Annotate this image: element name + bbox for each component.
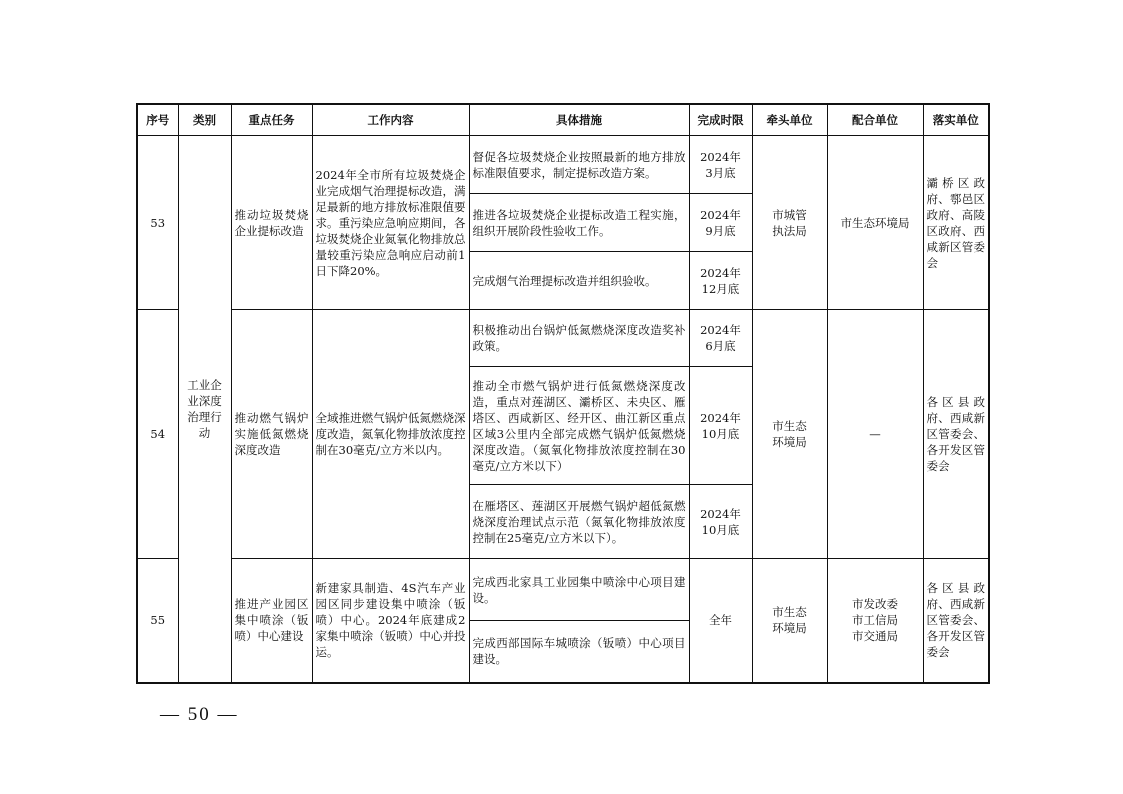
header-impl: 落实单位 — [923, 104, 989, 136]
content-cell: 2024年全市所有垃圾焚烧企业完成烟气治理提标改造，满足最新的地方排放标准限值要求。重污染应急响应期间，各垃圾焚烧企业氮氧化物排放总量较重污染应急响应启动前1日下降20%。 — [312, 136, 469, 310]
measure-cell: 积极推动出台锅炉低氮燃烧深度改造奖补政策。 — [469, 310, 689, 367]
deadline-year: 2024年 — [700, 207, 741, 222]
coop-cell — [827, 559, 923, 683]
lead-cell — [752, 559, 827, 683]
lead-text: 市生态环境局 — [772, 419, 807, 449]
deadline-cell — [689, 485, 752, 559]
coop-line: 市发改委 — [852, 597, 898, 612]
deadline-month: 12月底 — [701, 281, 740, 296]
lead-text: 市城管执法局 — [772, 207, 807, 238]
table-row — [137, 559, 989, 621]
impl-cell: 各区县政府、西咸新区管委会、各开发区管委会 — [923, 559, 989, 683]
lead-cell — [752, 136, 827, 310]
header-lead: 牵头单位 — [752, 104, 827, 136]
lead-cell — [752, 310, 827, 559]
category-text: 工业企业深度治理行动 — [187, 377, 222, 440]
deadline-cell — [689, 252, 752, 310]
deadline-month: 9月底 — [705, 223, 736, 238]
measure-cell: 在雁塔区、莲湖区开展燃气锅炉超低氮燃烧深度治理试点示范（氮氧化物排放浓度控制在25毫克/立方米以下）。 — [469, 485, 689, 559]
deadline-cell — [689, 136, 752, 194]
row-number: 54 — [137, 310, 178, 559]
task-cell: 推进产业园区集中喷涂（钣喷）中心建设 — [231, 559, 312, 683]
measure-cell: 推动全市燃气锅炉进行低氮燃烧深度改造，重点对莲湖区、灞桥区、未央区、雁塔区、西咸新区、经开区、曲江新区重点区域3公里内全部完成燃气锅炉低氮燃烧深度改造。（氮氧化物排放浓度控制在30毫克/立方米以下） — [469, 367, 689, 485]
deadline-year: 2024年 — [700, 149, 741, 164]
coop-line: 市交通局 — [852, 629, 898, 644]
task-cell: 推动燃气锅炉实施低氮燃烧深度改造 — [231, 310, 312, 559]
row-number: 55 — [137, 559, 178, 683]
deadline-year: 2024年 — [700, 410, 741, 425]
content-cell: 新建家具制造、4S汽车产业园区同步建设集中喷涂（钣喷）中心。2024年底建成2家集中喷涂（钣喷）中心并投运。 — [312, 559, 469, 683]
task-cell: 推动垃圾焚烧企业提标改造 — [231, 136, 312, 310]
deadline-month: 10月底 — [701, 426, 740, 441]
coop-cell: 市生态环境局 — [827, 136, 923, 310]
task-table — [136, 103, 990, 684]
deadline-cell: 全年 — [689, 559, 752, 683]
impl-cell: 灞桥区政府、鄠邑区政府、高陵区政府、西咸新区管委会 — [923, 136, 989, 310]
measure-cell: 完成烟气治理提标改造并组织验收。 — [469, 252, 689, 310]
header-category: 类别 — [178, 104, 231, 136]
deadline-month: 6月底 — [705, 339, 736, 353]
coop-line: 市工信局 — [852, 613, 898, 628]
deadline-cell — [689, 194, 752, 252]
deadline-month: 3月底 — [705, 165, 736, 180]
header-task: 重点任务 — [231, 104, 312, 136]
deadline-year: 2024年 — [700, 323, 741, 337]
header-no: 序号 — [137, 104, 178, 136]
deadline-month: 10月底 — [701, 522, 740, 537]
measure-cell: 完成西部国际车城喷涂（钣喷）中心项目建设。 — [469, 621, 689, 683]
row-number: 53 — [137, 136, 178, 310]
header-measures: 具体措施 — [469, 104, 689, 136]
measure-cell: 推进各垃圾焚烧企业提标改造工程实施，组织开展阶段性验收工作。 — [469, 194, 689, 252]
table-row — [137, 136, 989, 194]
table-row — [137, 310, 989, 367]
coop-cell: — — [827, 310, 923, 559]
header-row — [137, 104, 989, 136]
deadline-cell — [689, 310, 752, 367]
measure-cell: 完成西北家具工业园集中喷涂中心项目建设。 — [469, 559, 689, 621]
lead-text: 市生态环境局 — [772, 605, 807, 636]
impl-cell: 各区县政府、西咸新区管委会、各开发区管委会 — [923, 310, 989, 559]
deadline-year: 2024年 — [700, 506, 741, 521]
deadline-cell — [689, 367, 752, 485]
measure-cell: 督促各垃圾焚烧企业按照最新的地方排放标准限值要求，制定提标改造方案。 — [469, 136, 689, 194]
content-cell: 全域推进燃气锅炉低氮燃烧深度改造，氮氧化物排放浓度控制在30毫克/立方米以内。 — [312, 310, 469, 559]
header-coop: 配合单位 — [827, 104, 923, 136]
header-content: 工作内容 — [312, 104, 469, 136]
category-cell — [178, 136, 231, 683]
deadline-year: 2024年 — [700, 265, 741, 280]
page-number: — 50 — — [160, 704, 239, 725]
header-deadline: 完成时限 — [689, 104, 752, 136]
